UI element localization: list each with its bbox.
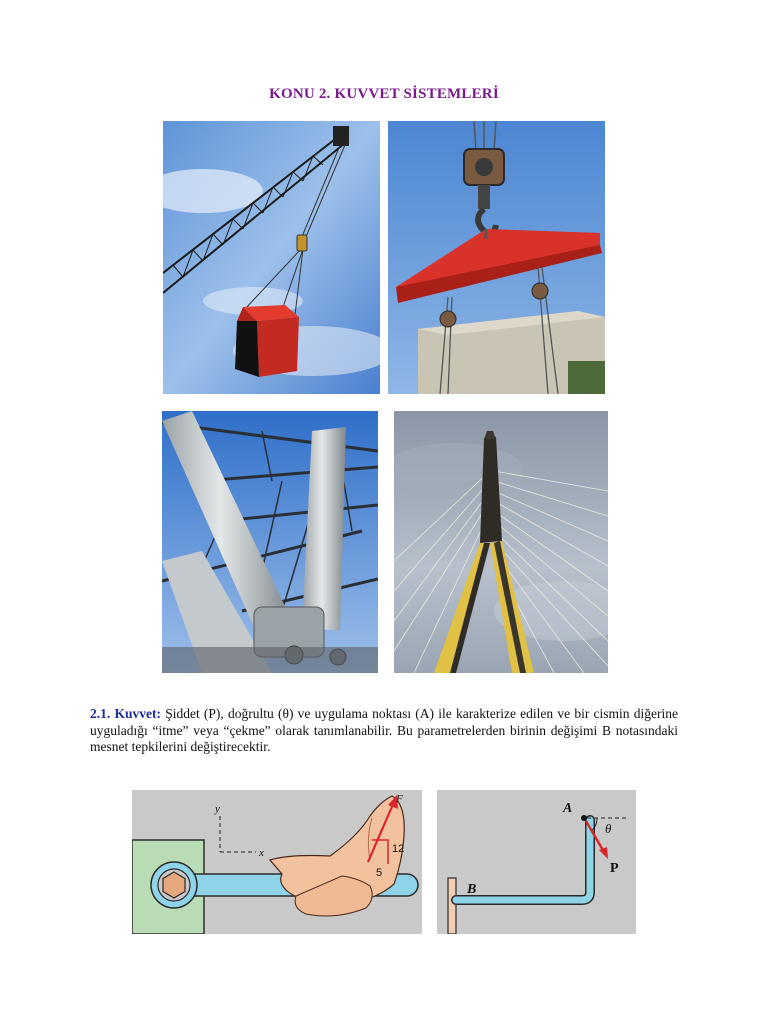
angle-theta-label: θ (605, 821, 612, 836)
section-paragraph (90, 706, 678, 756)
section-heading: 2.1. Kuvvet: (90, 706, 161, 721)
photo-bridge-pylon (394, 411, 608, 673)
axis-y-label: y (215, 803, 220, 815)
photo-crane-box (163, 121, 380, 394)
section-text: Şiddet (P), doğrultu (θ) ve uygulama noktası (A) ile karakterize edilen ve bir cismin diğerine uyguladığı “itme” veya “çekme” olarak tanımlanabilir. Bu parametrelerden birinin değişimi B notasındaki mesnet tepkilerini değiştirecektir. (90, 706, 679, 754)
support-b-label: B (467, 882, 477, 897)
photo-steel-structure (162, 411, 378, 673)
figure-bar-force (437, 790, 636, 934)
axis-x-label: x (259, 847, 264, 859)
force-f-label: F (396, 793, 403, 805)
slope-label-5: 5 (376, 867, 383, 879)
slope-label-12: 12 (392, 843, 405, 855)
page-title: KONU 2. KUVVET SİSTEMLERİ (269, 86, 499, 102)
figure-wrench-force (132, 790, 422, 934)
point-a-label: A (563, 801, 573, 816)
photo-spreader-beam (388, 121, 605, 394)
force-p-label: P (610, 861, 619, 876)
